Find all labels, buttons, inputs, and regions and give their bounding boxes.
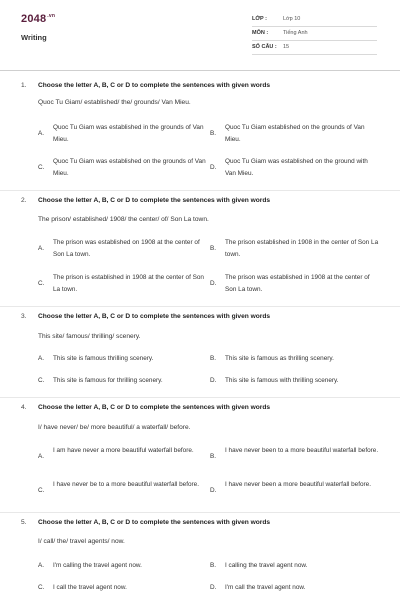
meta-key: SỐ CÂU : — [252, 44, 277, 50]
header-divider — [0, 70, 400, 71]
meta-row-subject — [252, 28, 377, 41]
option-text: I have never been to a more beautiful waterfall before. — [225, 447, 379, 454]
question-divider — [0, 190, 400, 191]
question-header — [21, 404, 270, 411]
option-letter: B. — [210, 453, 217, 460]
meta-value: Tiếng Anh — [283, 30, 308, 36]
question-header — [21, 313, 270, 320]
option-letter: B. — [210, 245, 217, 252]
option-letter: B. — [210, 355, 217, 362]
option-letter: D. — [210, 487, 217, 494]
option-letter: A. — [38, 130, 45, 137]
option-letter: B. — [210, 130, 217, 137]
question-number: 2. — [21, 197, 27, 204]
option-letter: C. — [38, 377, 45, 384]
option-letter: B. — [210, 562, 217, 569]
meta-value: 15 — [283, 44, 290, 50]
question-number: 5. — [21, 519, 27, 526]
option-text: I'm call the travel agent now. — [225, 584, 306, 591]
option-text: I have never be to a more beautiful waterfall before. — [53, 481, 200, 488]
option-text: I calling the travel agent now. — [225, 562, 308, 569]
question-prompt: This site/ famous/ thrilling/ scenery. — [38, 333, 141, 340]
option-text: I call the travel agent now. — [53, 584, 127, 591]
meta-key: MÔN : — [252, 30, 269, 36]
option-text: I'm calling the travel agent now. — [53, 562, 142, 569]
page-header — [0, 0, 400, 70]
option-letter: D. — [210, 584, 217, 591]
question-header — [21, 197, 270, 204]
option-text: I am have never a more beautiful waterfall before. — [53, 447, 194, 454]
question-divider — [0, 306, 400, 307]
meta-row-count — [252, 42, 377, 55]
question-number: 4. — [21, 404, 27, 411]
option-letter: D. — [210, 377, 217, 384]
question-number: 1. — [21, 82, 27, 89]
option-letter: C. — [38, 280, 45, 287]
option-text: Quoc Tu Giam established on the grounds of Van Mieu. — [225, 124, 365, 143]
subject-title: Writing — [21, 33, 47, 42]
meta-key: LỚP : — [252, 16, 267, 22]
option-text: This site is famous with thrilling scenery. — [225, 377, 339, 384]
question-prompt: I/ have never/ be/ more beautiful/ a waterfall/ before. — [38, 424, 191, 431]
option-letter: A. — [38, 245, 45, 252]
option-letter: A. — [38, 355, 45, 362]
option-text: This site is famous as thrilling scenery. — [225, 355, 334, 362]
meta-value: Lớp 10 — [283, 16, 301, 22]
question-instruction: Choose the letter A, B, C or D to complete the sentences with given words — [38, 519, 271, 526]
option-text: The prison established in 1908 in the center of Son La town. — [225, 239, 379, 258]
question-divider — [0, 512, 400, 513]
meta-row-class — [252, 14, 377, 27]
question-prompt: I/ call/ the/ travel agents/ now. — [38, 538, 125, 545]
option-text: This site is famous for thrilling scenery. — [53, 377, 163, 384]
option-text: The prison was established on 1908 at the center of Son La town. — [53, 239, 200, 258]
option-letter: C. — [38, 487, 45, 494]
option-letter: A. — [38, 562, 45, 569]
question-header — [21, 519, 270, 526]
option-text: The prison was established in 1908 at the center of Son La town. — [225, 274, 370, 293]
question-divider — [0, 397, 400, 398]
option-text: Quoc Tu Giam was established on the ground with Van Mieu. — [225, 158, 368, 177]
question-prompt: Quoc Tu Giam/ established/ the/ grounds/ Van Mieu. — [38, 99, 191, 106]
option-letter: C. — [38, 164, 45, 171]
question-instruction: Choose the letter A, B, C or D to complete the sentences with given words — [38, 404, 271, 411]
logo-suffix: .vn — [47, 13, 56, 20]
option-text: I have never been a more beautiful waterfall before. — [225, 481, 372, 488]
option-letter: D. — [210, 280, 217, 287]
question-number: 3. — [21, 313, 27, 320]
question-instruction: Choose the letter A, B, C or D to complete the sentences with given words — [38, 82, 271, 89]
option-text: The prison is established in 1908 at the center of Son La town. — [53, 274, 204, 293]
question-header — [21, 82, 270, 89]
option-text: This site is famous thrilling scenery. — [53, 355, 154, 362]
question-prompt: The prison/ established/ 1908/ the center/ of/ Son La town. — [38, 216, 209, 223]
option-letter: C. — [38, 584, 45, 591]
site-logo[interactable] — [21, 13, 55, 25]
question-instruction: Choose the letter A, B, C or D to complete the sentences with given words — [38, 197, 271, 204]
question-instruction: Choose the letter A, B, C or D to complete the sentences with given words — [38, 313, 271, 320]
logo-text: 2048 — [21, 13, 47, 25]
option-letter: D. — [210, 164, 217, 171]
option-text: Quoc Tu Giam was established on the grounds of Van Mieu. — [53, 158, 206, 177]
option-text: Quoc Tu Giam was established in the grounds of Van Mieu. — [53, 124, 204, 143]
option-letter: A. — [38, 453, 45, 460]
